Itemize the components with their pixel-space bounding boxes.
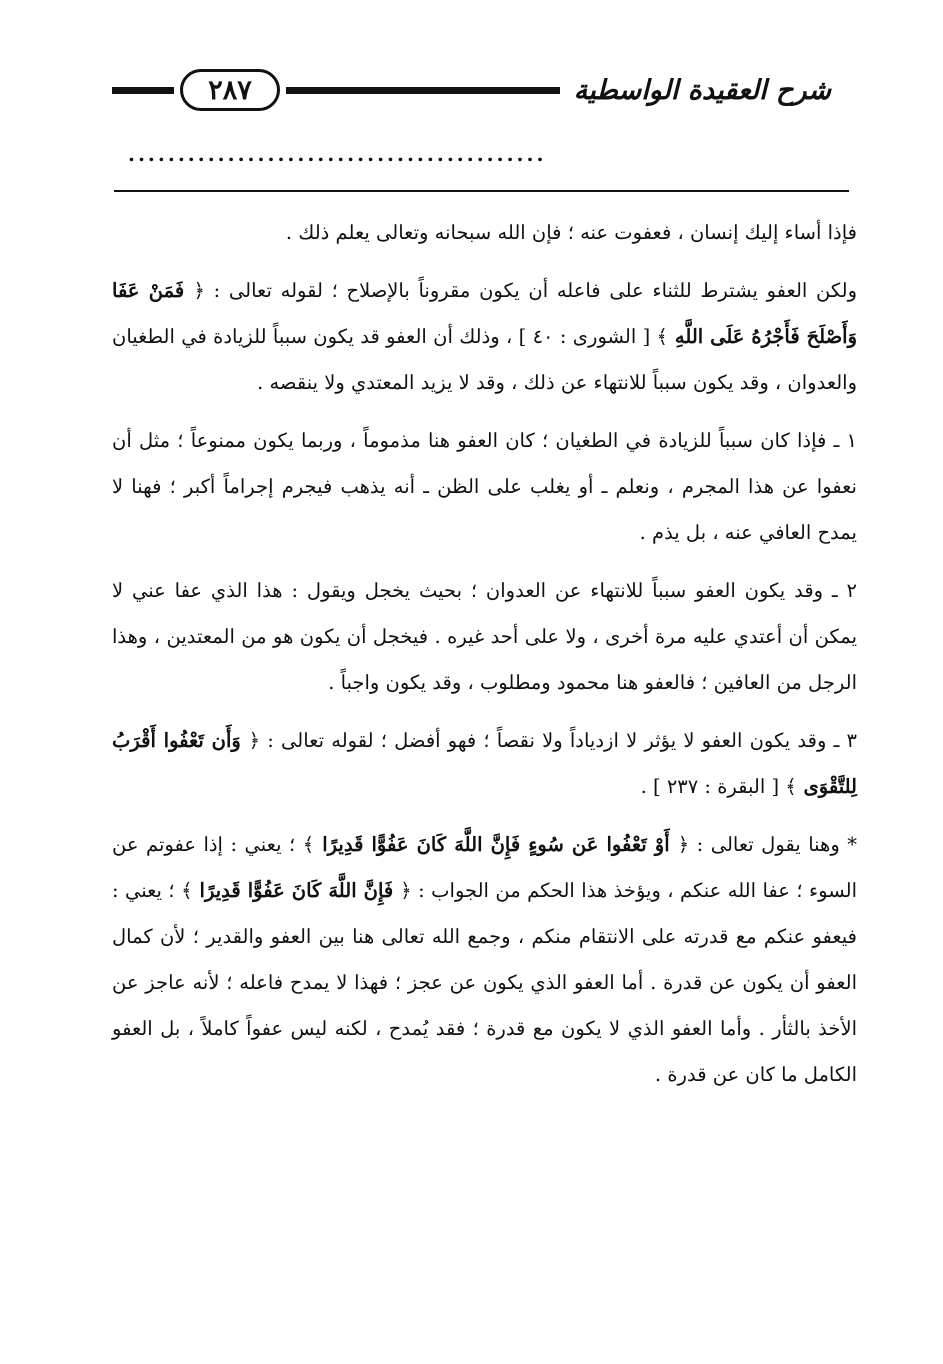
header-rule [286, 87, 560, 94]
paragraph-text: * وهنا يقول تعالى : ﴿ [677, 833, 857, 856]
paragraph [112, 822, 857, 1098]
page-number: ٢٨٧ [180, 69, 280, 111]
paragraph-text: ﴾ [ البقرة : ٢٣٧ ] . [640, 775, 797, 798]
header-rule-end [112, 87, 174, 94]
quran-verse: فَمَنْ عَفَا وَأَصْلَحَ فَأَجْرُهُ عَلَى اللَّهِ [112, 279, 858, 348]
paragraph-text: فإذا أساء إليك إنسان ، فعفوت عنه ؛ فإن الله سبحانه وتعالى يعلم ذلك . [285, 221, 857, 244]
paragraph [112, 210, 857, 256]
paragraph-text: ﴾ ؛ يعني : إذا عفوتم عن السوء ؛ عفا الله عنكم ، ويؤخذ هذا الحكم من الجواب : ﴿ [112, 833, 858, 902]
paragraph [112, 268, 857, 406]
running-header [112, 60, 831, 120]
dotted-line: .......................................... [128, 142, 547, 166]
paragraph [112, 718, 857, 810]
paragraph-text: ولكن العفو يشترط للثناء على فاعله أن يكون مقروناً بالإصلاح ؛ لقوله تعالى : ﴿ [193, 279, 857, 302]
quran-verse: أَوْ تَعْفُوا عَن سُوءٍ فَإِنَّ اللَّهَ كَانَ عَفُوًّا قَدِيرًا [314, 833, 678, 856]
book-title: شرح العقيدة الواسطية [573, 74, 831, 106]
quran-verse: وَأَن تَعْفُوا أَقْرَبُ لِلتَّقْوَى [112, 729, 857, 798]
paragraph [112, 418, 857, 556]
page-body [112, 210, 857, 1110]
paragraph-text: ﴾ ؛ يعني : فيعفو عنكم مع قدرته على الانتقام منكم ، وجمع الله تعالى هنا بين العفو والقدير ؛ لأن كمال العفو أن يكون عن قدرة . أما العفو الذي يكون عن عجز ؛ فهذا لا يمدح فاعله ؛ لأنه عاجز عن الأخذ بالثأر . وأما العفو الذي لا يكون مع قدرة ؛ فقد يُمدح ، لكنه ليس عفواً كاملاً ، بل العفو الكامل ما كان عن قدرة . [112, 879, 857, 1086]
separator-line [114, 190, 849, 192]
paragraph [112, 568, 857, 706]
paragraph-text: ٣ ـ وقد يكون العفو لا يؤثر لا ازدياداً ولا نقصاً ؛ فهو أفضل ؛ لقوله تعالى : ﴿ [248, 729, 857, 752]
quran-verse: فَإِنَّ اللَّهَ كَانَ عَفُوًّا قَدِيرًا [192, 879, 401, 902]
paragraph-text: ﴾ [ الشورى : ٤٠ ] ، وذلك أن العفو قد يكون سبباً للزيادة في الطغيان والعدوان ، وقد يكون سبباً للانتهاء عن ذلك ، وقد لا يزيد المعتدي ولا ينقصه . [112, 325, 857, 394]
paragraph-text: ١ ـ فإذا كان سبباً للزيادة في الطغيان ؛ كان العفو هنا مذموماً ، وربما يكون ممنوعاً ؛ مثل أن نعفوا عن هذا المجرم ، ونعلم ـ أو يغلب على الظن ـ أنه يذهب فيجرم إجراماً أكبر ؛ فهنا لا يمدح العافي عنه ، بل يذم . [112, 429, 857, 544]
paragraph-text: ٢ ـ وقد يكون العفو سبباً للانتهاء عن العدوان ؛ بحيث يخجل ويقول : هذا الذي عفا عني لا يمكن أن أعتدي عليه مرة أخرى ، ولا على أحد غيره . فيخجل أن يكون هو من المعتدين ، وهذا الرجل من العافين ؛ فالعفو هنا محمود ومطلوب ، وقد يكون واجباً . [112, 579, 857, 694]
